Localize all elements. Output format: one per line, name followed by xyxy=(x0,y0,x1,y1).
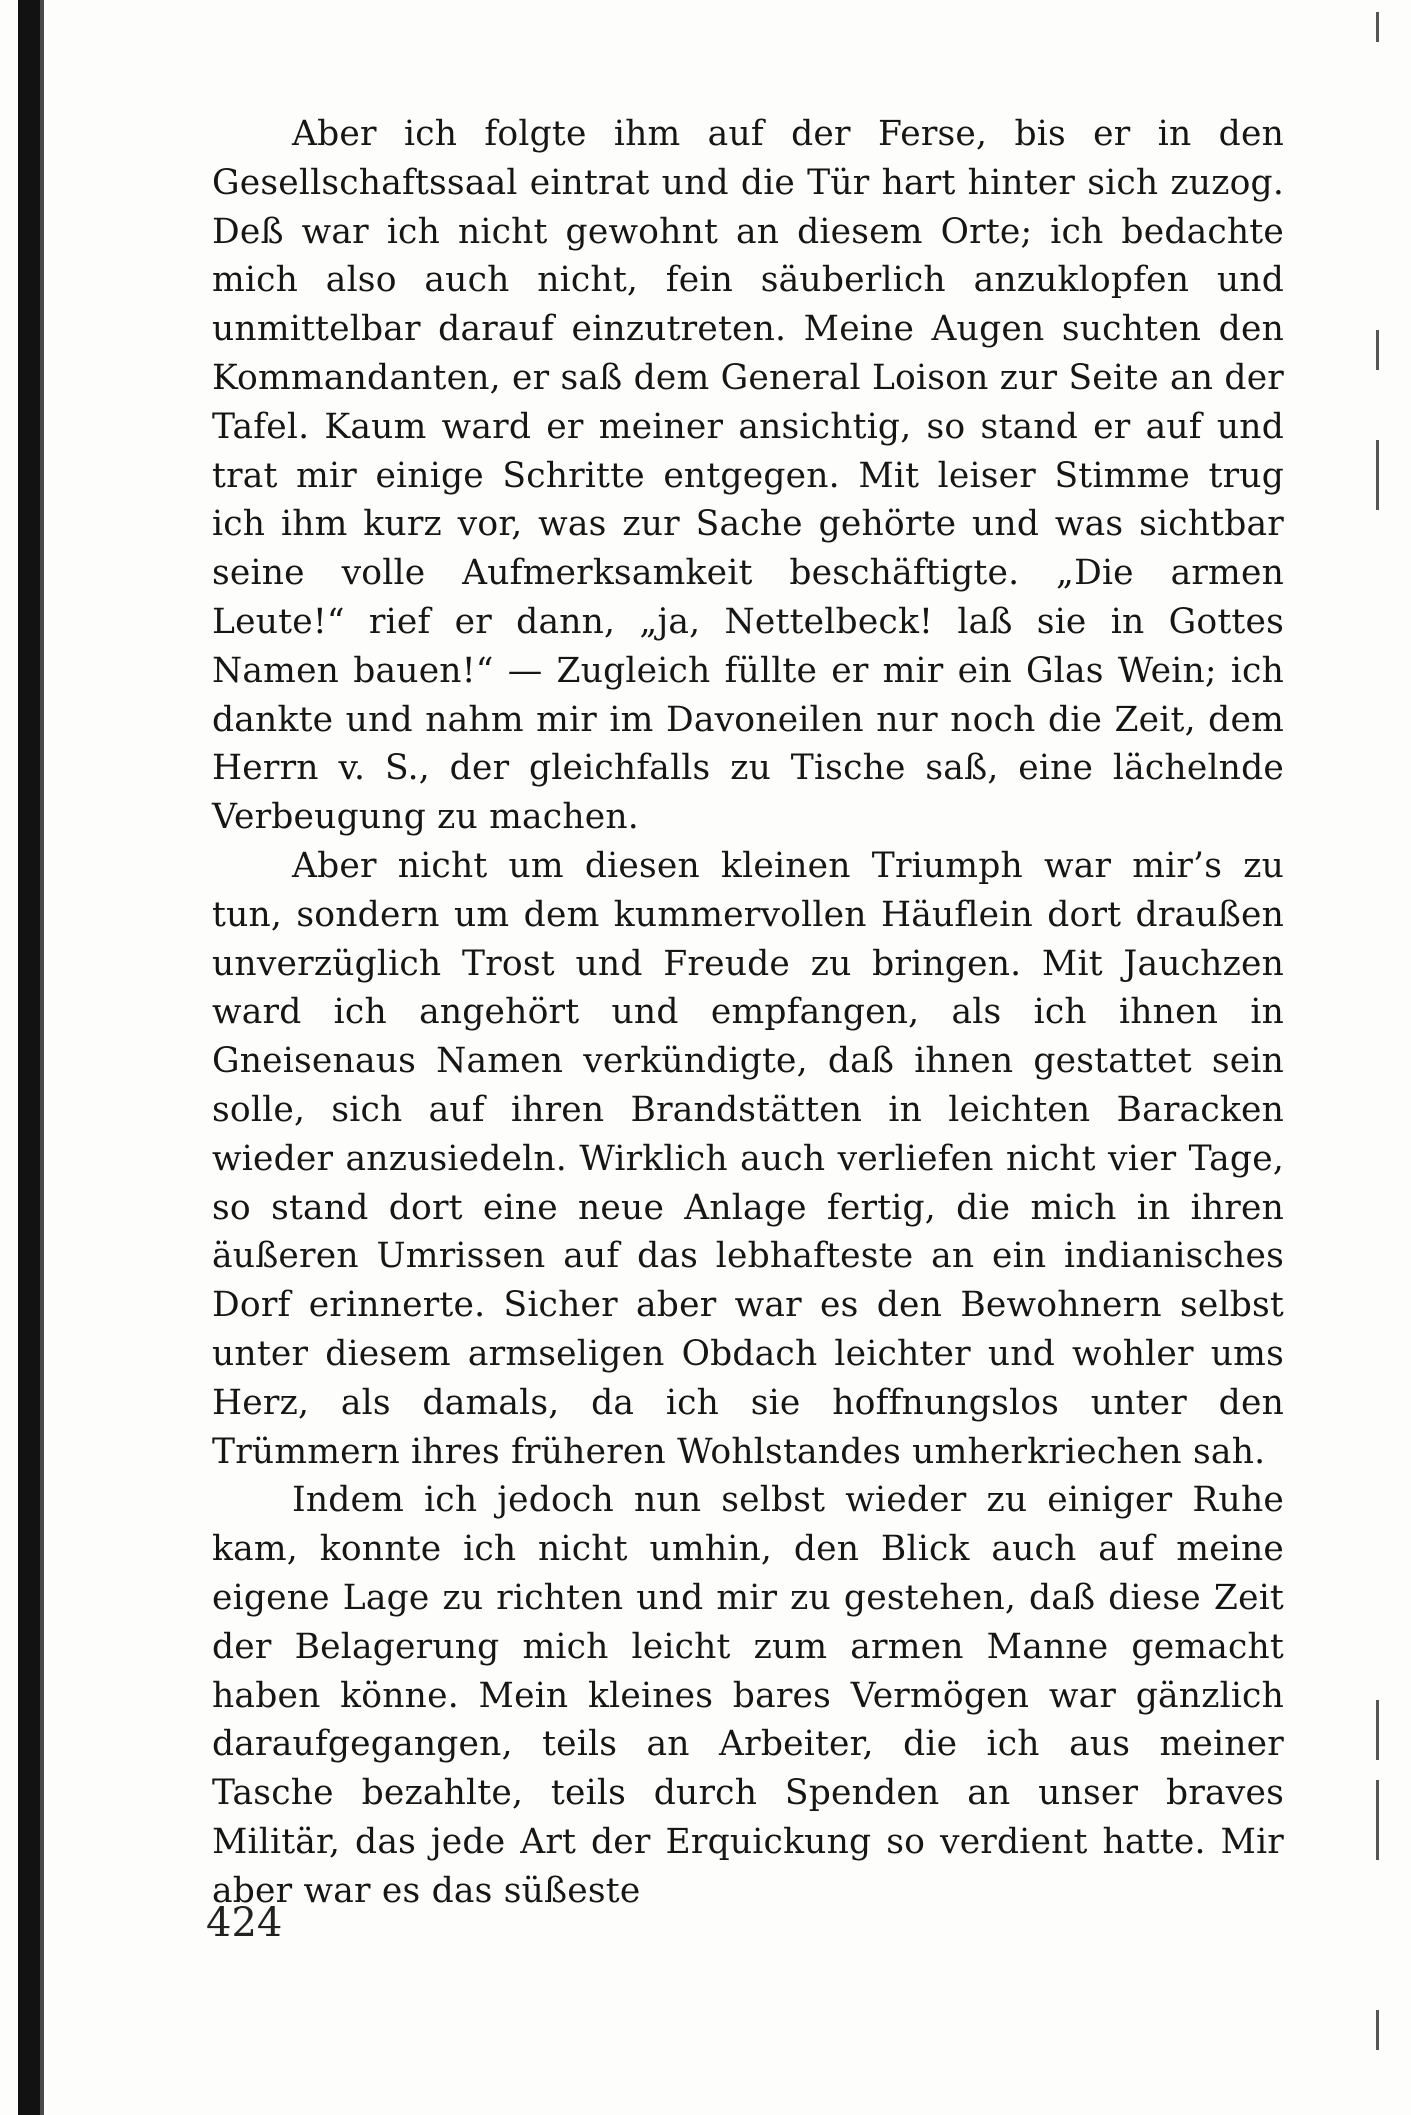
paragraph-2: Aber nicht um diesen kleinen Triumph war mir’s zu tun, sondern um dem kummervollen Häuflein dort draußen unverzüglich Trost und Freude zu bringen. Mit Jauchzen ward ich angehört und empfangen, als ich ihnen in Gneisenaus Namen verkündigte, daß ihnen gestattet sein solle, sich auf ihren Brandstätten in leichten Baracken wieder anzusiedeln. Wirklich auch verliefen nicht vier Tage, so stand dort eine neue Anlage fertig, die mich in ihren äußeren Umrissen auf das lebhafteste an ein indianisches Dorf erinnerte. Sicher aber war es den Bewohnern selbst unter diesem armseligen Obdach leichter und wohler ums Herz, als damals, da ich sie hoffnungslos unter den Trümmern ihres früheren Wohlstandes umherkriechen sah. xyxy=(212,845,1284,1472)
binding-gutter-shadow xyxy=(18,0,40,2115)
page-body xyxy=(212,110,1284,1915)
paragraph-3: Indem ich jedoch nun selbst wieder zu einiger Ruhe kam, konnte ich nicht umhin, den Blick auch auf meine eigene Lage zu richten und mir zu gestehen, daß diese Zeit der Belagerung mich leicht zum armen Manne gemacht haben könne. Mein kleines bares Vermögen war gänzlich daraufgegangen, teils an Arbeiter, die ich aus meiner Tasche bezahlte, teils durch Spenden an unser braves Militär, das jede Art der Erquickung so verdient hatte. Mir aber war es das süßeste xyxy=(212,1480,1284,1911)
page-number: 424 xyxy=(206,1900,283,1946)
right-edge-marks xyxy=(1376,0,1382,2115)
binding-gutter-edge xyxy=(40,0,44,2115)
paragraph-1: Aber ich folgte ihm auf der Ferse, bis er in den Gesellschaftssaal eintrat und die Tür hart hinter sich zuzog. Deß war ich nicht gewohnt an diesem Orte; ich bedachte mich also auch nicht, fein säuberlich anzuklopfen und unmittelbar darauf einzutreten. Meine Augen suchten den Kommandanten, er saß dem General Loison zur Seite an der Tafel. Kaum ward er meiner ansichtig, so stand er auf und trat mir einige Schritte entgegen. Mit leiser Stimme trug ich ihm kurz vor, was zur Sache gehörte und was sichtbar seine volle Aufmerksamkeit beschäftigte. „Die armen Leute!“ rief er dann, „ja, Nettelbeck! laß sie in Gottes Namen bauen!“ — Zugleich füllte er mir ein Glas Wein; ich dankte und nahm mir im Davoneilen nur noch die Zeit, dem Herrn v. S., der gleichfalls zu Tische saß, eine lächelnde Verbeugung zu machen. xyxy=(212,114,1284,838)
